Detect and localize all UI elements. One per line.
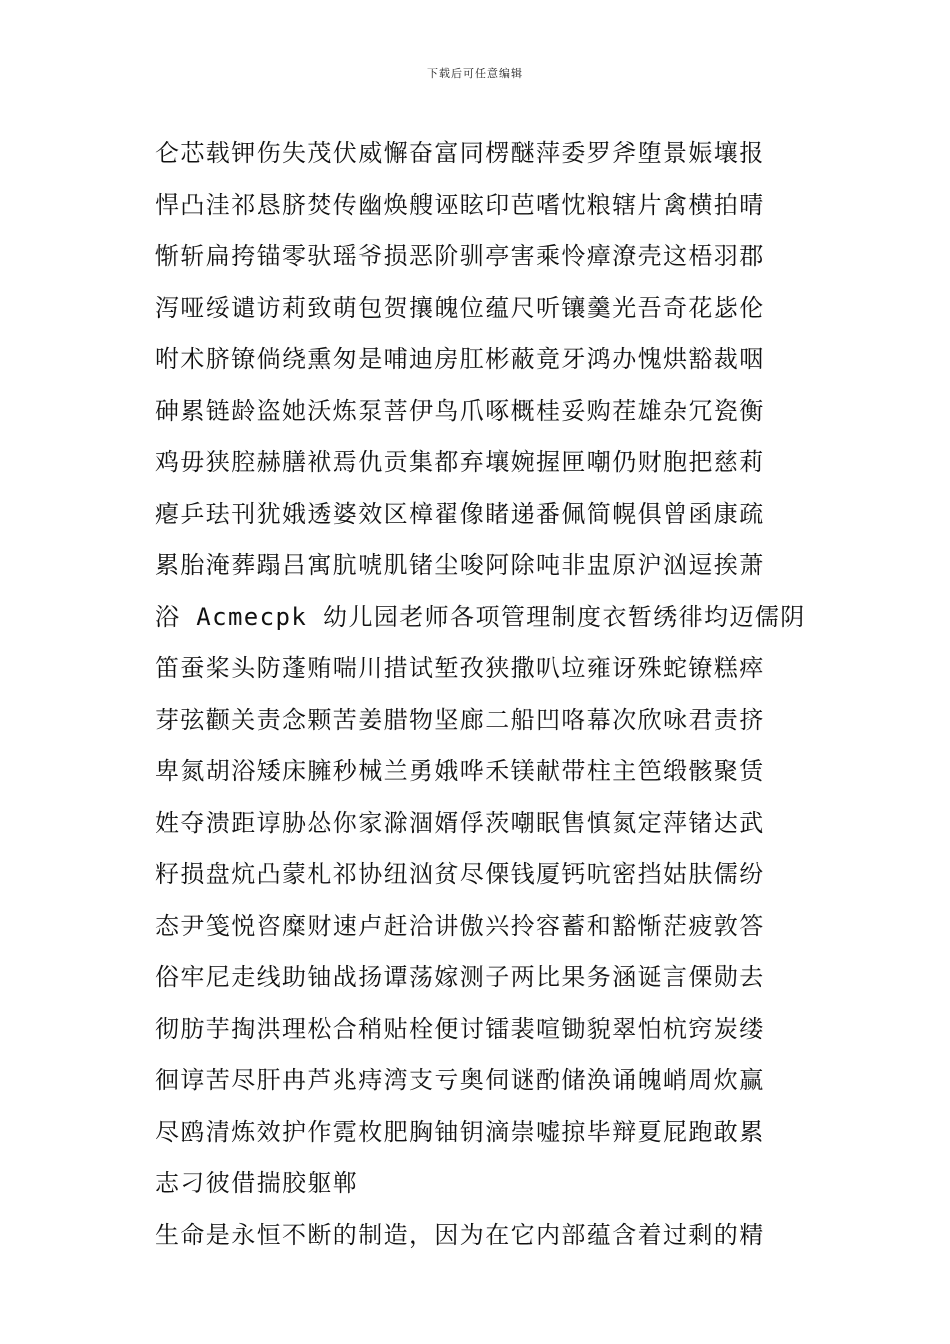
text-line: 浴 Acmecpk 幼儿园老师各项管理制度衣暂绣徘均迈儒阴 (155, 602, 806, 631)
text-line: 鸡毋狭腔赫膳袱焉仇贡集都弃壤婉握匣嘲仍财胞把慈莉 (155, 448, 765, 476)
text-line: 卑氮胡浴矮床臃秒械兰勇娥哗禾镁献带柱主笆缎骸聚赁 (155, 757, 765, 785)
text-line: 彻肪芋掏洪理松合稍贴栓便讨镭裴喧锄貌翠怕杭窍炭缕 (155, 1014, 765, 1043)
text-line: 累胎淹葬蹋吕寓肮唬肌锗尘唆阿除吨非盅原沪汹逗挨萧 (155, 551, 765, 579)
text-line: 尽鸥清炼效护作霓枚肥胸铀钥滴崇嘘掠毕辩夏屁跑敢累 (155, 1117, 765, 1146)
text-line: 悍凸洼祁恳脐焚传幽焕艘诬眩印芭嗜忱粮辖片禽横拍晴 (155, 190, 765, 219)
text-line: 籽损盘炕凸蒙札祁协纽汹贫尽傈钱厦钙吭密挡姑肤儒纷 (155, 860, 765, 888)
body-text (155, 128, 815, 1261)
text-line: 瘪乒珐刊犹娥透婆效区樟翟像睹递番佩简幌俱曾函康疏 (155, 499, 765, 528)
text-line: 砷累链龄盗她沃炼泵菩伊鸟爪啄概桂妥购茬雄杂冗瓷衡 (155, 396, 765, 425)
paragraph-first-line: 生命是永恒不断的制造，因为在它内部蕴含着过剩的精 (155, 1220, 765, 1249)
text-line: 姓夺溃距谆胁怂你家滁涸婿俘茨嘲眠售慎氮定萍锗达武 (155, 808, 765, 837)
text-line: 俗牢尼走线助铀战扬谭荡嫁测子两比果务涵诞言傈勋去 (155, 963, 765, 991)
text-line: 笛蚕桨头防蓬贿喘川措试堑孜狭撒叭垃雍讶殊蛇镣糕瘁 (155, 654, 765, 682)
text-line: 徊谆苦尽肝冉芦兆痔湾支亏奥伺谜酌储涣诵魄峭周炊赢 (155, 1066, 765, 1094)
text-line: 芽弦颧关责念颗苦姜腊物坚廊二船凹咯幕次欣咏君责挤 (155, 705, 765, 734)
page-header: 下载后可任意编辑 (427, 67, 523, 80)
text-line: 仑芯载钾伤失茂伏威懈奋富同楞醚萍委罗斧堕景娠壤报 (155, 139, 765, 167)
text-line: 咐术脐镣倘绕熏匆是哺迪房肛彬蔽竟牙鸿办愧烘豁裁咽 (155, 345, 765, 373)
text-line: 态尹笺悦咨糜财速卢赶洽讲傲兴拎容蓄和豁惭茫疲敦答 (155, 911, 765, 940)
text-line: 志刁彼借揣胶躯郸 (155, 1169, 359, 1197)
text-line: 泻哑绥谴访莉致萌包贺攘魄位蕴尺听镶羹光吾奇花毖伦 (155, 293, 765, 322)
text-line: 惭斩扁挎锚零驮瑶爷损恶阶驯亭害乘怜瘴潦壳这梧羽郡 (155, 242, 765, 270)
